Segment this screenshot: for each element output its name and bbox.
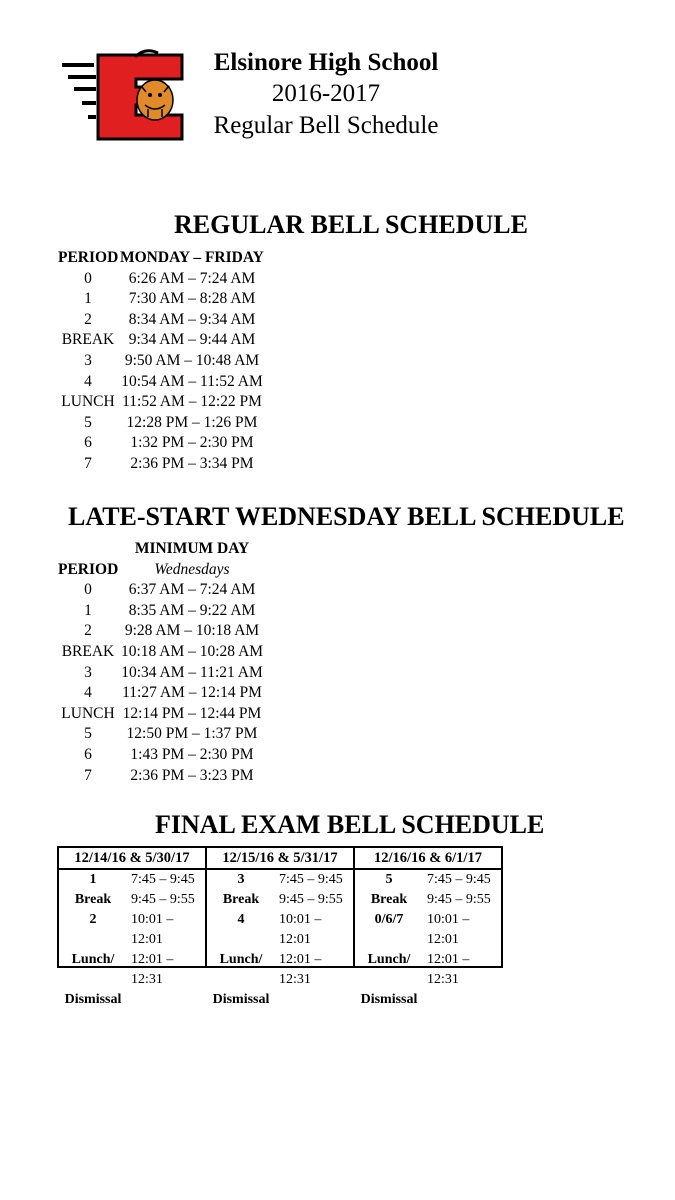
final-label: 4 — [237, 912, 245, 927]
minimum-day-header: MINIMUM DAY — [134, 540, 250, 557]
late-schedule-title: LATE-START WEDNESDAY BELL SCHEDULE — [68, 502, 625, 531]
schedule-row — [58, 642, 266, 663]
time-cell: 10:18 AM – 10:28 AM — [120, 642, 264, 660]
final-row — [207, 950, 353, 990]
time-cell: 1:32 PM – 2:30 PM — [130, 434, 254, 452]
final-label: 1 — [89, 872, 97, 887]
final-day-cell — [58, 869, 206, 1007]
period-cell: BREAK — [61, 331, 115, 349]
final-time: 12:01 – 12:31 — [279, 952, 322, 987]
time-cell: 1:43 PM – 2:30 PM — [130, 745, 254, 763]
time-cell: 10:54 AM – 11:52 AM — [121, 372, 263, 390]
period-cell: BREAK — [61, 642, 115, 660]
schedule-row — [58, 351, 268, 372]
final-time: 12:01 – 12:31 — [427, 952, 470, 987]
time-cell: 6:26 AM – 7:24 AM — [128, 269, 256, 287]
period-cell: LUNCH — [61, 704, 115, 722]
period-cell: 4 — [84, 372, 92, 390]
period-cell: 7 — [84, 454, 92, 472]
final-label: Break — [370, 892, 408, 907]
time-cell: 12:50 PM – 1:37 PM — [126, 725, 258, 743]
final-time: 10:01 – 12:01 — [427, 912, 470, 947]
schedule-row — [58, 330, 268, 351]
period-cell: 5 — [84, 725, 92, 743]
schedule-row — [58, 601, 266, 622]
period-cell: 7 — [84, 766, 92, 784]
final-row — [59, 990, 205, 1010]
time-cell: 9:50 AM – 10:48 AM — [124, 351, 260, 369]
final-row — [59, 890, 205, 910]
final-time: 9:45 – 9:55 — [427, 892, 491, 907]
period-header: PERIOD — [58, 560, 119, 578]
time-cell: 9:28 AM – 10:18 AM — [124, 622, 260, 640]
final-label: Dismissal — [64, 992, 122, 1007]
period-cell: 6 — [84, 745, 92, 763]
final-time: 7:45 – 9:45 — [279, 872, 343, 887]
final-label: Break — [74, 892, 112, 907]
final-label: 2 — [89, 912, 97, 927]
final-row — [207, 870, 353, 890]
schedule-row — [58, 372, 268, 393]
schedule-row — [58, 310, 268, 331]
final-row — [355, 990, 501, 1010]
period-cell: 3 — [84, 663, 92, 681]
final-time: 10:01 – 12:01 — [279, 912, 322, 947]
time-cell: 7:30 AM – 8:28 AM — [128, 290, 256, 308]
final-row — [59, 910, 205, 950]
schedule-row — [58, 683, 266, 704]
period-header: PERIOD — [58, 249, 119, 266]
schedule-row — [58, 392, 268, 413]
period-cell: 3 — [84, 351, 92, 369]
schedule-row — [58, 704, 266, 725]
final-time: 9:45 – 9:55 — [279, 892, 343, 907]
final-label: Lunch/ — [71, 952, 115, 967]
final-label: 0/6/7 — [374, 912, 404, 927]
final-row — [355, 950, 501, 990]
wednesdays-label: Wednesdays — [154, 560, 230, 578]
period-cell: 6 — [84, 434, 92, 452]
final-row — [59, 870, 205, 890]
period-cell: 5 — [84, 413, 92, 431]
final-time: 7:45 – 9:45 — [131, 872, 195, 887]
time-cell: 6:37 AM – 7:24 AM — [128, 581, 256, 599]
time-cell: 2:36 PM – 3:23 PM — [130, 766, 254, 784]
schedule-row — [58, 745, 266, 766]
final-label: Dismissal — [360, 992, 418, 1007]
final-row — [355, 890, 501, 910]
regular-schedule-table — [58, 248, 268, 475]
final-row — [207, 890, 353, 910]
document-header — [196, 48, 456, 142]
time-cell: 12:28 PM – 1:26 PM — [126, 413, 258, 431]
final-label: Lunch/ — [367, 952, 411, 967]
document-subtitle: Regular Bell Schedule — [213, 112, 439, 139]
time-cell: 11:27 AM – 12:14 PM — [122, 684, 262, 702]
final-row — [355, 910, 501, 950]
time-cell: 11:52 AM – 12:22 PM — [122, 393, 262, 411]
schedule-row — [58, 663, 266, 684]
final-date-header: 12/15/16 & 5/31/17 — [206, 847, 354, 869]
schedule-row — [58, 413, 268, 434]
period-cell: 0 — [84, 269, 92, 287]
period-cell: 2 — [84, 622, 92, 640]
final-row — [355, 870, 501, 890]
period-cell: 1 — [84, 601, 92, 619]
schedule-row — [58, 433, 268, 454]
final-label: Dismissal — [212, 992, 270, 1007]
period-cell: 1 — [84, 290, 92, 308]
period-cell: 2 — [84, 310, 92, 328]
final-time: 9:45 – 9:55 — [131, 892, 195, 907]
schedule-row — [58, 269, 268, 290]
period-cell: 4 — [84, 684, 92, 702]
period-cell: 0 — [84, 581, 92, 599]
late-schedule-table — [58, 539, 266, 786]
final-date-header: 12/14/16 & 5/30/17 — [58, 847, 206, 869]
time-cell: 8:35 AM – 9:22 AM — [128, 601, 256, 619]
final-row — [207, 910, 353, 950]
schedule-row — [58, 580, 266, 601]
final-date-header: 12/16/16 & 6/1/17 — [354, 847, 502, 869]
time-header: MONDAY – FRIDAY — [120, 249, 264, 266]
final-label: Lunch/ — [219, 952, 263, 967]
time-cell: 10:34 AM – 11:21 AM — [121, 663, 263, 681]
schedule-row — [58, 289, 268, 310]
school-year: 2016-2017 — [271, 80, 381, 107]
final-row — [207, 990, 353, 1010]
schedule-row — [58, 766, 266, 787]
final-day-cell — [354, 869, 502, 1007]
time-cell: 12:14 PM – 12:44 PM — [122, 704, 262, 722]
period-cell: LUNCH — [61, 393, 115, 411]
regular-schedule-title: REGULAR BELL SCHEDULE — [174, 210, 528, 239]
school-name: Elsinore High School — [213, 49, 439, 76]
final-row — [59, 950, 205, 990]
final-day-cell — [206, 869, 354, 1007]
school-logo-icon — [60, 45, 190, 145]
final-time: 10:01 – 12:01 — [131, 912, 174, 947]
schedule-row — [58, 621, 266, 642]
schedule-row — [58, 724, 266, 745]
time-cell: 9:34 AM – 9:44 AM — [128, 331, 256, 349]
regular-schedule-header — [58, 248, 268, 269]
final-schedule-title: FINAL EXAM BELL SCHEDULE — [155, 810, 545, 839]
final-label: 5 — [385, 872, 393, 887]
final-label: Break — [222, 892, 260, 907]
time-cell: 2:36 PM – 3:34 PM — [130, 454, 254, 472]
final-label: 3 — [237, 872, 245, 887]
final-time: 7:45 – 9:45 — [427, 872, 491, 887]
final-exam-table — [57, 846, 503, 1007]
time-cell: 8:34 AM – 9:34 AM — [128, 310, 256, 328]
schedule-row — [58, 454, 268, 475]
final-time: 12:01 – 12:31 — [131, 952, 174, 987]
